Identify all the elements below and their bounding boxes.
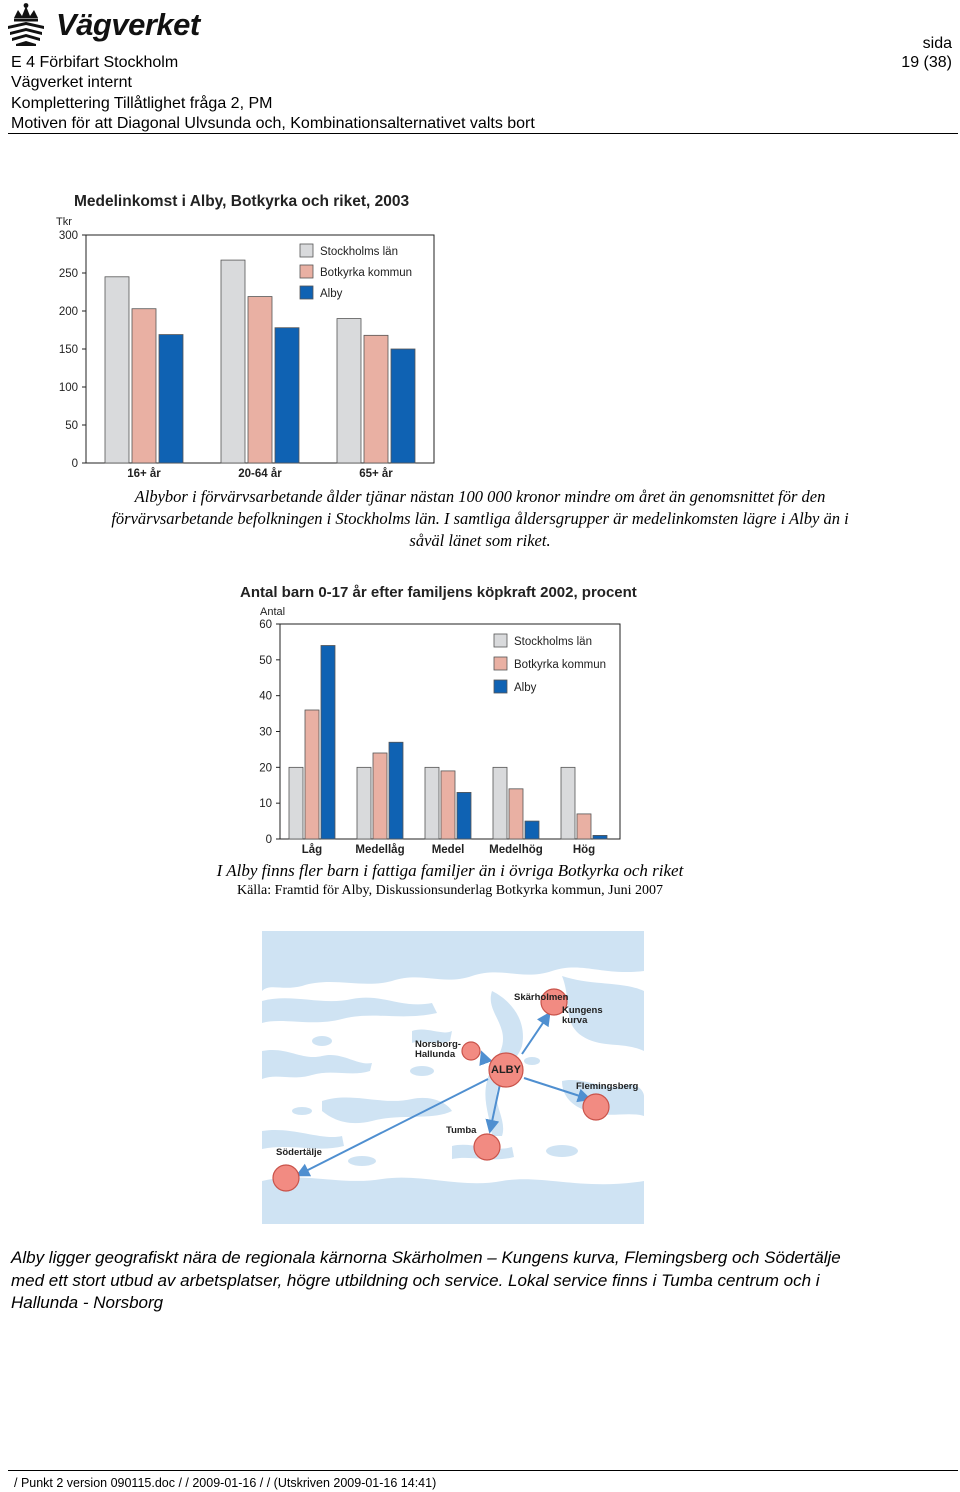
header-rule — [8, 133, 958, 134]
doc-classification: Vägverket internt — [11, 74, 132, 91]
bar — [425, 767, 439, 839]
label-kungens-kurva: Kungens — [562, 1005, 603, 1016]
bar — [159, 335, 183, 463]
legend-swatch — [494, 657, 507, 670]
legend-swatch — [494, 634, 507, 647]
doc-title: E 4 Förbifart Stockholm — [11, 54, 179, 71]
income-chart — [52, 185, 444, 485]
bar — [577, 814, 591, 839]
bar — [389, 742, 403, 839]
children-source: Källa: Framtid för Alby, Diskussionsunderlag Botkyrka kommun, Juni 2007 — [236, 883, 664, 898]
brand-name: Vägverket — [56, 7, 200, 42]
x-tick-label: Medelhög — [489, 844, 543, 856]
y-tick-label: 10 — [259, 798, 272, 811]
bar — [525, 821, 539, 839]
bar — [221, 260, 245, 463]
bar — [509, 789, 523, 839]
y-tick-label: 50 — [259, 654, 272, 667]
bar — [373, 753, 387, 839]
footer-text: / Punkt 2 version 090115.doc / / 2009-01-16 / / (Utskriven 2009-01-16 14:41) — [14, 1476, 437, 1490]
y-tick-label: 0 — [71, 458, 78, 470]
legend-swatch — [494, 680, 507, 693]
x-tick-label: Hög — [572, 844, 596, 856]
map-description — [11, 1247, 951, 1315]
paragraph-line: Hallunda - Norsborg — [11, 1293, 164, 1312]
label-alby: ALBY — [491, 1064, 521, 1076]
x-tick-label: 20-64 år — [238, 468, 282, 480]
income-caption — [0, 486, 960, 552]
node-norsborg — [462, 1042, 480, 1060]
label-norsborg: Hallunda — [415, 1049, 456, 1060]
x-tick-label: Låg — [301, 844, 323, 856]
bar — [337, 319, 361, 463]
label-skarholmen: Skärholmen — [514, 992, 569, 1003]
legend-label: Botkyrka kommun — [514, 659, 607, 671]
y-tick-label: 20 — [259, 762, 272, 775]
bar — [364, 335, 388, 463]
doc-subtitle: Komplettering Tillåtlighet fråga 2, PM — [11, 95, 273, 112]
bar — [357, 767, 371, 839]
bar — [457, 792, 471, 839]
x-tick-label: 16+ år — [127, 468, 161, 480]
label-tumba: Tumba — [446, 1125, 477, 1136]
y-tick-label: 50 — [65, 420, 78, 432]
children-chart — [238, 578, 638, 863]
y-tick-label: 100 — [58, 382, 78, 394]
page-label: sida — [922, 35, 952, 52]
chart-title: Antal barn 0-17 år efter familjens köpkraft 2002, procent — [240, 584, 637, 601]
bar — [391, 349, 415, 463]
legend-label: Alby — [514, 682, 537, 694]
paragraph-line: med ett stort utbud av arbetsplatser, högre utbildning och service. Lokal service finns i Tumba centrum och i — [11, 1270, 820, 1290]
label-kungens-kurva: kurva — [562, 1015, 588, 1026]
chart-title: Medelinkomst i Alby, Botkyrka och riket, 2003 — [74, 193, 410, 210]
x-tick-label: Medellåg — [355, 844, 405, 856]
children-caption: I Alby finns fler barn i fattiga familjer än i övriga Botkyrka och riket — [216, 861, 684, 880]
node-flemingsberg — [583, 1094, 609, 1120]
caption-line: såväl länet som riket. — [409, 531, 551, 550]
bar — [561, 767, 575, 839]
bar — [321, 646, 335, 840]
y-axis-label: Antal — [260, 606, 286, 618]
label-flemingsberg: Flemingsberg — [576, 1081, 639, 1092]
bar — [441, 771, 455, 839]
label-norsborg: Norsborg- — [415, 1039, 461, 1050]
legend-swatch — [300, 265, 313, 278]
bar — [493, 767, 507, 839]
legend-label: Stockholms län — [514, 636, 592, 648]
page-number: 19 (38) — [901, 54, 952, 71]
bar — [305, 710, 319, 839]
y-tick-label: 150 — [58, 344, 78, 356]
legend-swatch — [300, 286, 313, 299]
node-tumba — [474, 1134, 500, 1160]
bar — [593, 835, 607, 839]
bar — [289, 767, 303, 839]
y-tick-label: 300 — [58, 230, 78, 242]
y-tick-label: 250 — [58, 268, 78, 280]
label-sodertalje: Södertälje — [276, 1147, 322, 1158]
x-tick-label: 65+ år — [359, 468, 393, 480]
bar — [275, 328, 299, 463]
bar — [132, 309, 156, 463]
y-tick-label: 200 — [58, 306, 78, 318]
y-tick-label: 60 — [259, 619, 272, 631]
legend-label: Alby — [320, 288, 343, 300]
legend-swatch — [300, 244, 313, 257]
doc-topic: Motiven för att Diagonal Ulvsunda och, Kombinationsalternativet valts bort — [11, 115, 535, 132]
x-tick-label: Medel — [431, 844, 465, 856]
y-tick-label: 40 — [259, 690, 272, 703]
bar — [248, 297, 272, 463]
paragraph-line: Alby ligger geografiskt nära de regionala kärnorna Skärholmen – Kungens kurva, Flemingsberg och Södertälje — [11, 1248, 841, 1267]
region-map — [262, 931, 644, 1224]
y-tick-label: 30 — [259, 726, 272, 739]
y-tick-label: 0 — [265, 834, 272, 846]
caption-line: förvärvsarbetande befolkningen i Stockholms län. I samtliga åldersgrupper är medelinkomsten lägre i Alby än i — [111, 509, 849, 528]
node-sodertalje — [273, 1165, 299, 1191]
bar — [105, 277, 129, 463]
caption-line: Albybor i förvärvsarbetande ålder tjänar nästan 100 000 kronor mindre om året än genomsnittet för den — [134, 487, 826, 506]
footer-rule — [8, 1470, 958, 1471]
legend-label: Botkyrka kommun — [320, 267, 413, 279]
legend-label: Stockholms län — [320, 246, 398, 258]
y-axis-label: Tkr — [56, 216, 72, 228]
logo — [4, 2, 214, 48]
